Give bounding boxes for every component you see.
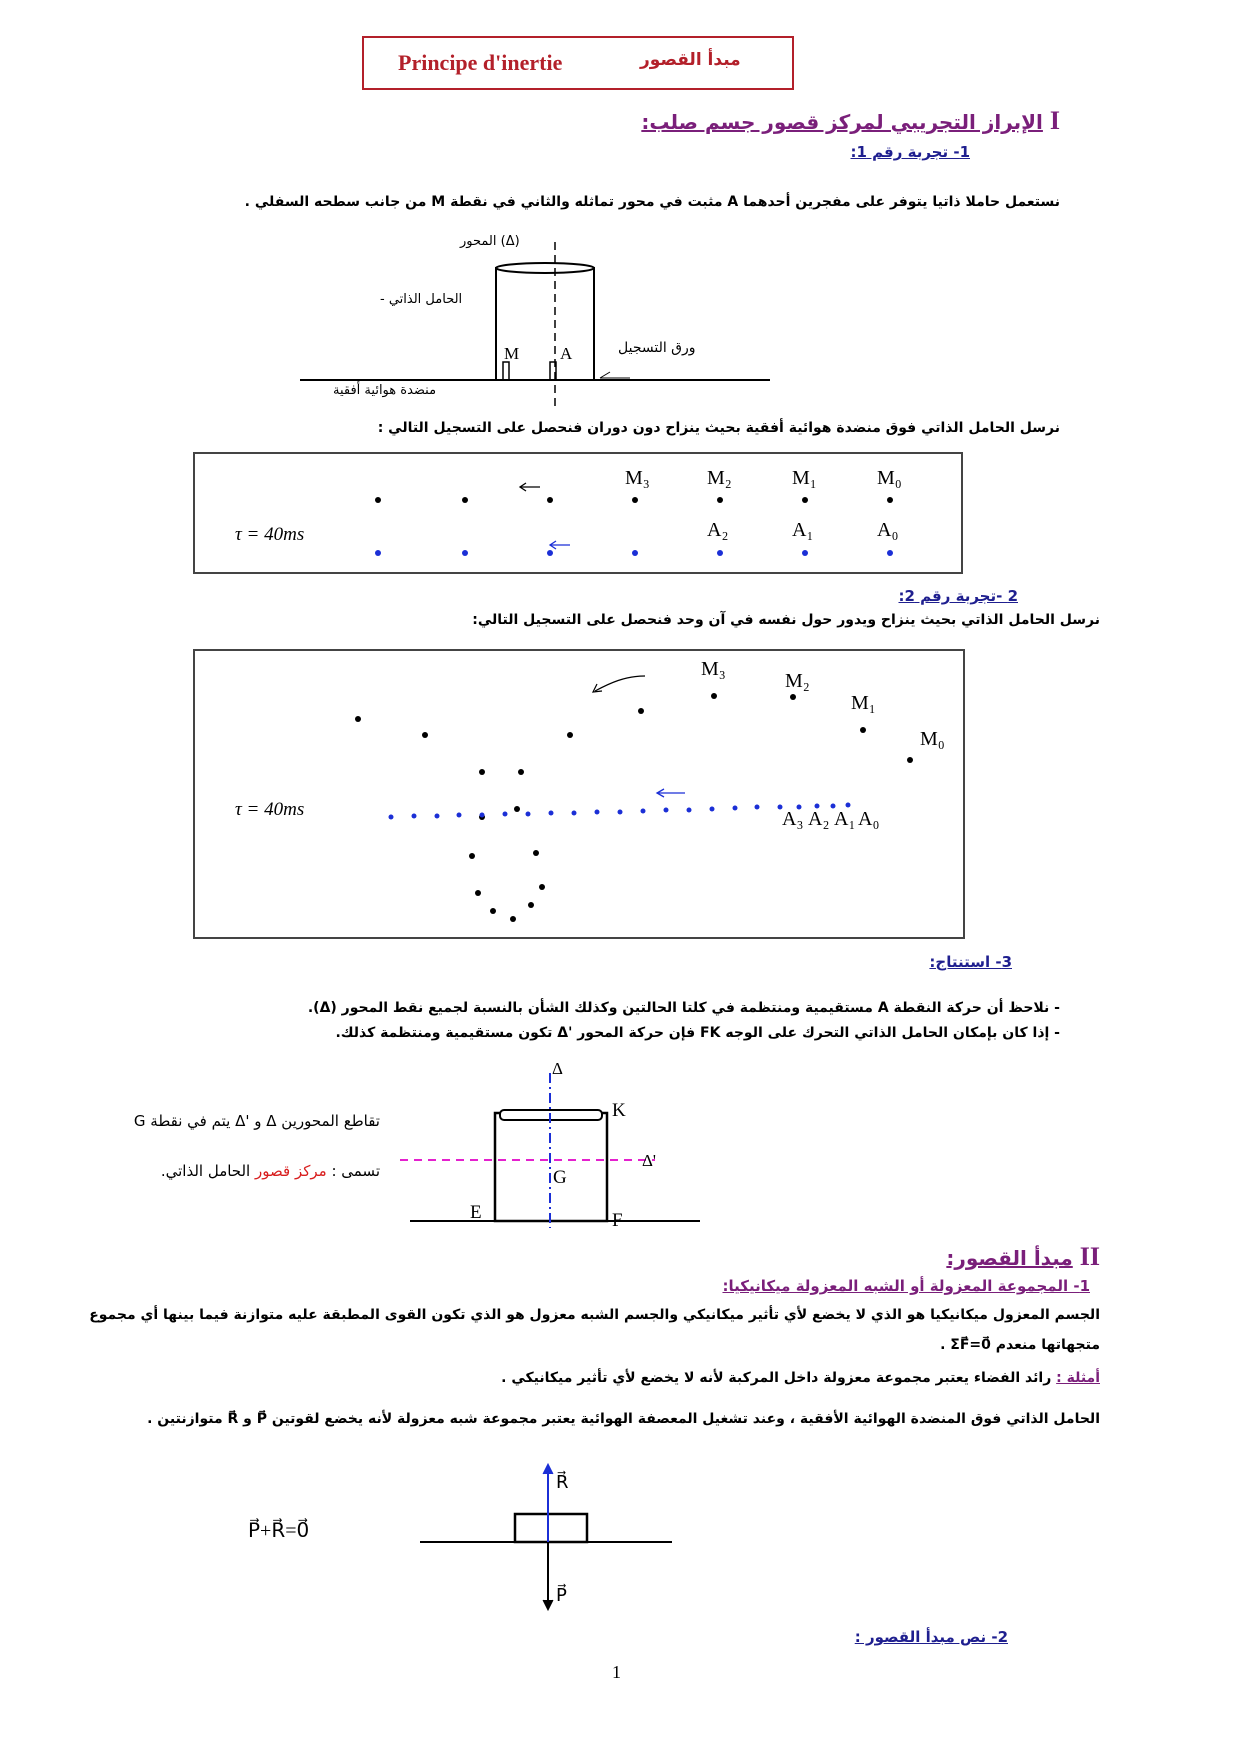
rec2-m-dot xyxy=(533,850,539,856)
label-f: F xyxy=(612,1210,623,1228)
rec2-a3: A₃ xyxy=(782,808,804,830)
rec1-m-dot xyxy=(462,497,468,503)
rec2-m-dot xyxy=(422,732,428,738)
rec2-a0: A₀ xyxy=(858,808,880,830)
rec1-a2: A₂ xyxy=(707,519,729,541)
examples-line: أمثلة : رائد الفضاء يعتبر مجموعة معزولة داخل المركبة لأنه لا يخضع لأي تأثير ميكانيكي . xyxy=(501,1370,1100,1386)
rec2-m-dot xyxy=(638,708,644,714)
title-arabic: مبدأ القصور xyxy=(640,50,741,70)
rec2-a-dot xyxy=(846,803,851,808)
equilibrium-equation: P⃗+R⃗=0⃗ xyxy=(248,1520,310,1542)
rec2-a2: A₂ xyxy=(808,808,830,830)
carrier-top xyxy=(496,263,594,273)
rec2-a-dot xyxy=(389,815,394,820)
rec2-m-dot xyxy=(539,884,545,890)
rec2-a-dot xyxy=(664,808,669,813)
rec1-a-dot xyxy=(717,550,723,556)
rec2-a-dot xyxy=(526,812,531,817)
exp1-text: نستعمل حاملا ذاتيا يتوفر على مفجرين أحدهما A مثبت في محور تماثله والثاني في نقطة M من جانب سطحه السفلي . xyxy=(244,194,1060,210)
carrier-example: الحامل الذاتي فوق المنضدة الهوائية الأفقية ، وعند تشغيل المعصفة الهوائية يعتبر مجموعة شبه معزولة لأنه يخضع لقوتين P⃗ و R⃗ متوازنتين . xyxy=(147,1411,1100,1427)
rec1-a-dot xyxy=(887,550,893,556)
section1-heading xyxy=(641,106,1060,136)
carrier-label: - الحامل الذاتي xyxy=(380,292,463,307)
page-number: 1 xyxy=(612,1662,621,1682)
rec2-a-dot xyxy=(755,805,760,810)
rec1-m3: M₃ xyxy=(625,467,650,489)
section2-title: مبدأ القصور: xyxy=(946,1246,1073,1270)
rec2-m1: M₁ xyxy=(851,692,876,714)
rec2-a-dot xyxy=(710,807,715,812)
rec2-m-dot xyxy=(528,902,534,908)
sub1-label: 1- المجموعة المعزولة أو الشبه المعزولة ميكانيكيا: xyxy=(722,1277,1090,1295)
label-delta: Δ xyxy=(552,1059,563,1078)
exp2-label: 2 -تجربة رقم 2: xyxy=(898,587,1018,605)
examples-label: أمثلة : xyxy=(1056,1370,1100,1386)
rec1-m-dot xyxy=(802,497,808,503)
rec1-m0: M₀ xyxy=(877,467,902,489)
exp1-text2: نرسل الحامل الذاتي فوق منضدة هوائية أفقية بحيث ينزاح دون دوران فنحصل على التسجيل التالي : xyxy=(377,420,1060,436)
rec2-a-dot xyxy=(572,811,577,816)
rec1-m-dot xyxy=(717,497,723,503)
rec2-m-dot xyxy=(907,757,913,763)
section2-number: II xyxy=(1079,1242,1100,1271)
rec2-m-dot xyxy=(860,727,866,733)
sub2-label: 2- نص مبدأ القصور : xyxy=(854,1628,1008,1646)
rec2-tau: τ = 40ms xyxy=(235,799,305,820)
rec2-m-dot xyxy=(567,732,573,738)
label-k: K xyxy=(612,1100,626,1121)
rec2-m-dot xyxy=(510,916,516,922)
conclusion-line1: - نلاحظ أن حركة النقطة A مستقيمية ومنتظمة في كلتا الحالتين وكذلك الشأن بالنسبة لجميع نقط المحور (Δ). xyxy=(307,1000,1060,1016)
rec2-a-dot xyxy=(435,814,440,819)
fig3-text1: تقاطع المحورين Δ و 'Δ يتم في نقطة G xyxy=(133,1112,380,1130)
rec1-m-dots xyxy=(375,497,893,503)
rec2-a-dot xyxy=(480,813,485,818)
label-p: P⃗ xyxy=(556,1585,567,1605)
rec2-a-dot xyxy=(618,810,623,815)
rec1-a-dots xyxy=(375,550,893,556)
rec2-a1: A₁ xyxy=(834,808,856,830)
rec1-a1: A₁ xyxy=(792,519,814,541)
center-of-inertia-term: مركز قصور xyxy=(255,1162,327,1180)
conclusion-line2: - إذا كان بإمكان الحامل الذاتي التحرك على الوجه FK فإن حركة المحور 'Δ تكون مستقيمية ومنتظمة كذلك. xyxy=(335,1025,1060,1041)
section1-title: الإبراز التجريبي لمركز قصور جسم صلب: xyxy=(641,110,1043,134)
recording2 xyxy=(193,649,965,939)
isolated-definition: الجسم المعزول ميكانيكيا هو الذي لا يخضع لأي تأثير ميكانيكي والجسم الشبه معزول هو الذي تكون القوى المطبقة عليه متوازنة فيما بينها أي مجموع متجهاتها منعدم ΣF⃗=0⃗ . xyxy=(89,1307,1100,1353)
recording1 xyxy=(193,452,963,574)
rec2-m-dot xyxy=(518,769,524,775)
rec1-m-dot xyxy=(547,497,553,503)
axis-label: المحور (Δ) xyxy=(460,234,520,249)
label-m: M xyxy=(504,344,520,363)
rec2-a-dot xyxy=(503,812,508,817)
label-g: G xyxy=(553,1167,567,1188)
rec1-tau: τ = 40ms xyxy=(235,524,305,545)
label-e: E xyxy=(470,1202,482,1223)
rec2-m-dot xyxy=(711,693,717,699)
rec2-a-dot xyxy=(549,811,554,816)
label-r: R⃗ xyxy=(556,1472,569,1492)
section1-number: I xyxy=(1049,106,1060,135)
label-delta-prime: Δ' xyxy=(642,1151,656,1170)
paper-label: ورق التسجيل xyxy=(618,340,696,356)
formula-sum-forces: ΣF⃗=0⃗ . xyxy=(940,1337,991,1353)
rec2-m2: M₂ xyxy=(785,670,810,692)
rec2-m-dot xyxy=(790,694,796,700)
rec1-a0: A₀ xyxy=(877,519,899,541)
forces-figure xyxy=(420,1458,680,1618)
conclusion-label: 3- استنتاج: xyxy=(929,953,1012,971)
rec2-a-dot xyxy=(733,806,738,811)
rec1-a-dot xyxy=(632,550,638,556)
rec1-a-dot xyxy=(802,550,808,556)
rec2-m-dot xyxy=(490,908,496,914)
rec2-m-dot xyxy=(479,769,485,775)
carrier-body xyxy=(496,268,594,380)
rec2-a-dot xyxy=(641,809,646,814)
label-a: A xyxy=(560,344,573,363)
inertia-center-figure xyxy=(400,1058,710,1228)
rec1-a-dot xyxy=(547,550,553,556)
rec2-m3: M₃ xyxy=(701,658,726,680)
rec1-m1: M₁ xyxy=(792,467,817,489)
rec2-m0: M₀ xyxy=(920,728,945,750)
rec1-a-dot xyxy=(375,550,381,556)
rec1-m2: M₂ xyxy=(707,467,732,489)
rec2-a-dot xyxy=(457,813,462,818)
exp1-label: 1- تجربة رقم 1: xyxy=(850,143,970,161)
rec1-m-dot xyxy=(887,497,893,503)
rec1-m-dot xyxy=(632,497,638,503)
fig3-text2: تسمى : مركز قصور الحامل الذاتي. xyxy=(160,1162,380,1180)
rec2-m-dot xyxy=(355,716,361,722)
rec2-a-dot xyxy=(595,810,600,815)
rec2-m-dot xyxy=(469,853,475,859)
rec2-m-dot xyxy=(514,806,520,812)
rec1-a-dot xyxy=(462,550,468,556)
rec2-a-dot xyxy=(412,814,417,819)
rec2-a-dot xyxy=(687,808,692,813)
spark-m xyxy=(503,362,509,380)
table-label: منضدة هوائية أفقية xyxy=(333,383,437,398)
rec1-m-dot xyxy=(375,497,381,503)
section2-heading xyxy=(946,1242,1100,1272)
rec2-m-dot xyxy=(475,890,481,896)
exp2-text: نرسل الحامل الذاتي بحيث ينزاح ويدور حول نفسه في آن وحد فنحصل على التسجيل التالي: xyxy=(472,612,1100,628)
title-french: Principe d'inertie xyxy=(398,50,563,75)
